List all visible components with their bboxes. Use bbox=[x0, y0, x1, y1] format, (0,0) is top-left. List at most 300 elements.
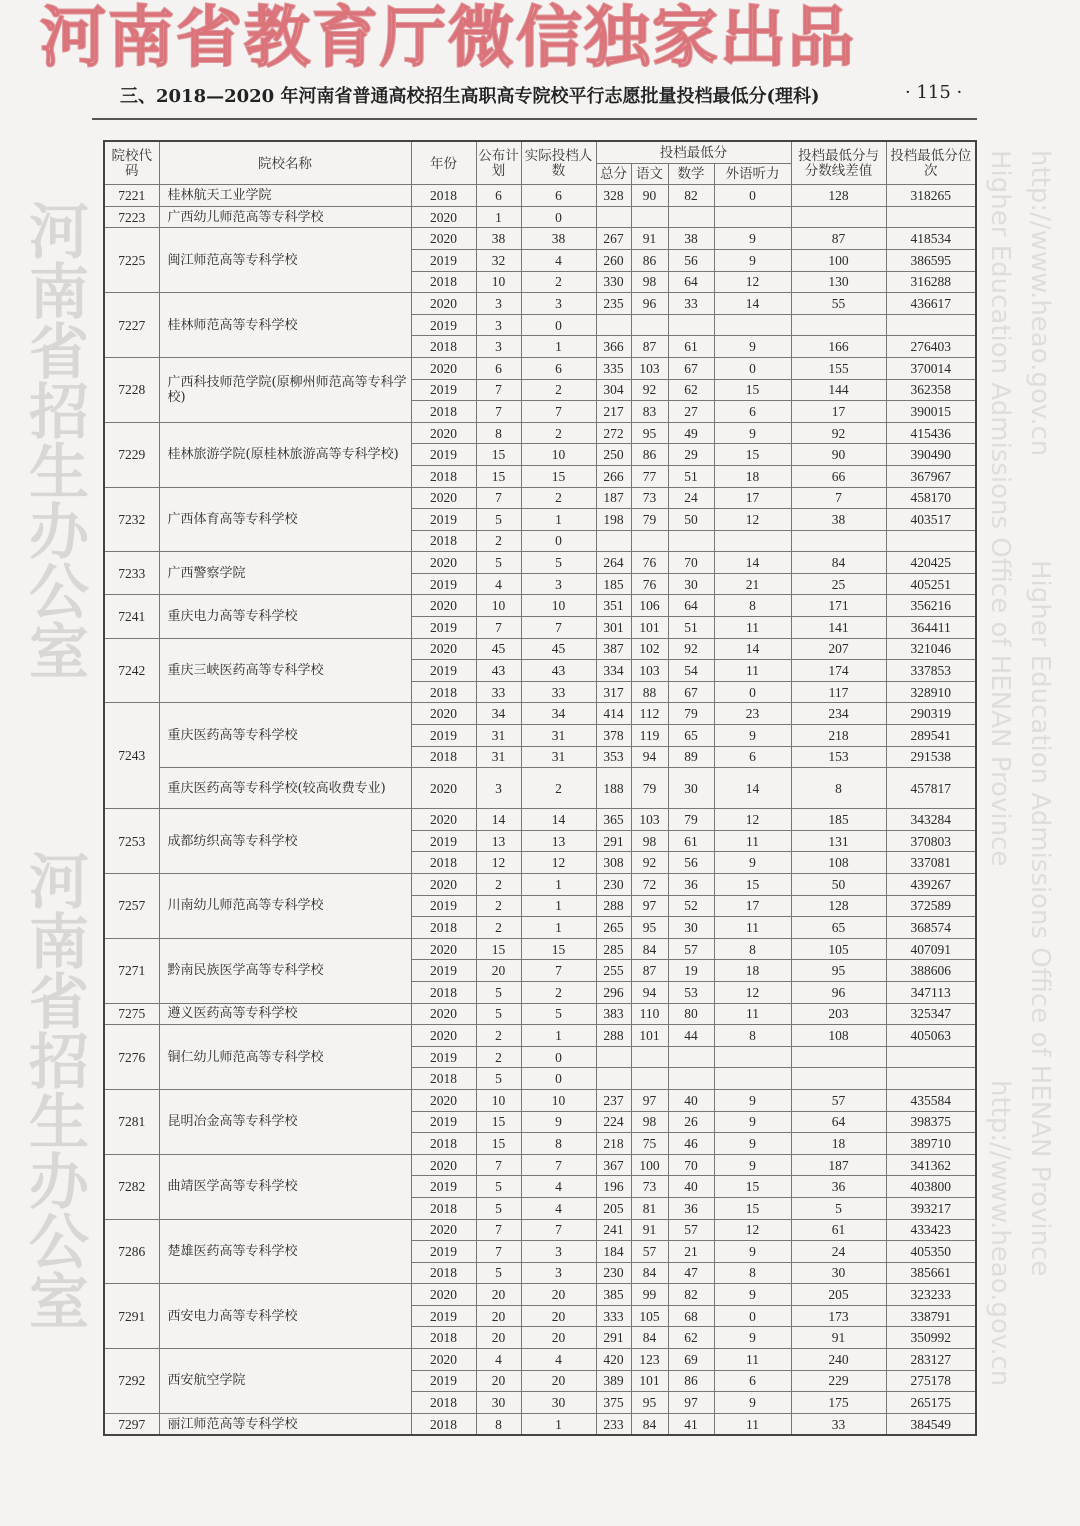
cell-chinese: 98 bbox=[631, 830, 668, 852]
cell-listening: 8 bbox=[714, 1025, 791, 1047]
cell-chinese: 103 bbox=[631, 809, 668, 831]
school-code: 7257 bbox=[104, 874, 159, 939]
cell-rank: 362358 bbox=[886, 379, 976, 401]
cell-total: 233 bbox=[596, 1413, 631, 1435]
cell-chinese: 95 bbox=[631, 1392, 668, 1414]
cell-year: 2020 bbox=[411, 595, 476, 617]
cell-total: 184 bbox=[596, 1241, 631, 1263]
cell-rank: 316288 bbox=[886, 271, 976, 293]
cell-listening: 17 bbox=[714, 487, 791, 509]
cell-total: 196 bbox=[596, 1176, 631, 1198]
cell-year: 2019 bbox=[411, 830, 476, 852]
cell-plan: 15 bbox=[476, 938, 521, 960]
cell-year: 2020 bbox=[411, 703, 476, 725]
cell-rank: 356216 bbox=[886, 595, 976, 617]
cell-listening: 9 bbox=[714, 1111, 791, 1133]
cell-actual: 31 bbox=[521, 746, 596, 768]
cell-diff: 65 bbox=[791, 917, 886, 939]
cell-listening: 14 bbox=[714, 768, 791, 809]
cell-total: 237 bbox=[596, 1089, 631, 1111]
cell-year: 2019 bbox=[411, 1370, 476, 1392]
cell-year: 2020 bbox=[411, 1003, 476, 1025]
cell-diff: 173 bbox=[791, 1305, 886, 1327]
cell-diff: 130 bbox=[791, 271, 886, 293]
cell-actual: 20 bbox=[521, 1370, 596, 1392]
cell-listening: 9 bbox=[714, 336, 791, 358]
cell-chinese: 77 bbox=[631, 465, 668, 487]
cell-actual: 14 bbox=[521, 809, 596, 831]
cell-diff: 175 bbox=[791, 1392, 886, 1414]
cell-listening: 9 bbox=[714, 1284, 791, 1306]
cell-year: 2020 bbox=[411, 206, 476, 228]
cell-chinese: 94 bbox=[631, 746, 668, 768]
cell-rank: 390015 bbox=[886, 401, 976, 423]
cell-total: 328 bbox=[596, 185, 631, 207]
cell-total: 291 bbox=[596, 830, 631, 852]
cell-rank: 347113 bbox=[886, 981, 976, 1003]
cell-diff: 185 bbox=[791, 809, 886, 831]
cell-actual: 31 bbox=[521, 725, 596, 747]
cell-listening: 9 bbox=[714, 1327, 791, 1349]
cell-total bbox=[596, 1046, 631, 1068]
school-code: 7242 bbox=[104, 638, 159, 703]
cell-total: 272 bbox=[596, 422, 631, 444]
cell-diff: 187 bbox=[791, 1154, 886, 1176]
cell-listening: 9 bbox=[714, 1241, 791, 1263]
cell-plan: 13 bbox=[476, 830, 521, 852]
cell-rank: 436617 bbox=[886, 293, 976, 315]
table-body bbox=[104, 185, 976, 1436]
cell-plan: 5 bbox=[476, 981, 521, 1003]
cell-total: 267 bbox=[596, 228, 631, 250]
cell-math: 67 bbox=[668, 357, 714, 379]
cell-year: 2020 bbox=[411, 1284, 476, 1306]
cell-actual: 6 bbox=[521, 357, 596, 379]
cell-chinese: 57 bbox=[631, 1241, 668, 1263]
cell-math: 57 bbox=[668, 1219, 714, 1241]
cell-plan: 38 bbox=[476, 228, 521, 250]
cell-plan: 2 bbox=[476, 530, 521, 552]
cell-year: 2018 bbox=[411, 401, 476, 423]
col-total: 总分 bbox=[596, 163, 631, 185]
cell-year: 2018 bbox=[411, 1262, 476, 1284]
table-row bbox=[104, 595, 976, 617]
school-code: 7227 bbox=[104, 293, 159, 358]
cell-total: 185 bbox=[596, 573, 631, 595]
cell-math: 92 bbox=[668, 638, 714, 660]
cell-actual: 1 bbox=[521, 336, 596, 358]
cell-year: 2018 bbox=[411, 917, 476, 939]
cell-math: 21 bbox=[668, 1241, 714, 1263]
cell-actual: 20 bbox=[521, 1327, 596, 1349]
cell-diff: 55 bbox=[791, 293, 886, 315]
cell-math: 44 bbox=[668, 1025, 714, 1047]
school-code: 7282 bbox=[104, 1154, 159, 1219]
cell-listening bbox=[714, 206, 791, 228]
cell-actual: 30 bbox=[521, 1392, 596, 1414]
cell-math bbox=[668, 1068, 714, 1090]
cell-chinese: 112 bbox=[631, 703, 668, 725]
cell-listening: 0 bbox=[714, 357, 791, 379]
cell-listening: 11 bbox=[714, 830, 791, 852]
cell-diff: 92 bbox=[791, 422, 886, 444]
cell-total: 308 bbox=[596, 852, 631, 874]
col-math: 数学 bbox=[668, 163, 714, 185]
cell-math: 51 bbox=[668, 465, 714, 487]
cell-rank bbox=[886, 1046, 976, 1068]
cell-year: 2019 bbox=[411, 1111, 476, 1133]
cell-rank: 439267 bbox=[886, 874, 976, 896]
table-row bbox=[104, 938, 976, 960]
cell-math: 49 bbox=[668, 422, 714, 444]
cell-plan: 15 bbox=[476, 444, 521, 466]
cell-total: 335 bbox=[596, 357, 631, 379]
cell-chinese: 73 bbox=[631, 487, 668, 509]
school-name: 成都纺织高等专科学校 bbox=[159, 809, 411, 874]
cell-plan: 34 bbox=[476, 703, 521, 725]
table-row bbox=[104, 228, 976, 250]
cell-diff: 36 bbox=[791, 1176, 886, 1198]
cell-diff: 166 bbox=[791, 336, 886, 358]
cell-listening: 12 bbox=[714, 981, 791, 1003]
watermark-english: Higher Education Admissions Office of HENAN Province bbox=[985, 150, 1015, 867]
cell-chinese: 91 bbox=[631, 228, 668, 250]
cell-plan: 10 bbox=[476, 1089, 521, 1111]
cell-listening: 11 bbox=[714, 1003, 791, 1025]
cell-listening: 11 bbox=[714, 917, 791, 939]
cell-diff: 128 bbox=[791, 895, 886, 917]
cell-math: 61 bbox=[668, 336, 714, 358]
school-name: 遵义医药高等专科学校 bbox=[159, 1003, 411, 1025]
cell-rank: 403800 bbox=[886, 1176, 976, 1198]
cell-total: 385 bbox=[596, 1284, 631, 1306]
school-code: 7253 bbox=[104, 809, 159, 874]
cell-listening: 8 bbox=[714, 1262, 791, 1284]
cell-diff: 90 bbox=[791, 444, 886, 466]
cell-chinese: 73 bbox=[631, 1176, 668, 1198]
cell-rank: 403517 bbox=[886, 509, 976, 531]
cell-chinese: 92 bbox=[631, 379, 668, 401]
cell-diff: 7 bbox=[791, 487, 886, 509]
cell-total: 288 bbox=[596, 895, 631, 917]
cell-plan: 2 bbox=[476, 895, 521, 917]
cell-math: 47 bbox=[668, 1262, 714, 1284]
cell-chinese: 87 bbox=[631, 960, 668, 982]
school-name: 广西警察学院 bbox=[159, 552, 411, 595]
cell-actual: 9 bbox=[521, 1111, 596, 1133]
cell-total: 367 bbox=[596, 1154, 631, 1176]
table-row bbox=[104, 1284, 976, 1306]
cell-rank: 337853 bbox=[886, 660, 976, 682]
cell-chinese: 95 bbox=[631, 917, 668, 939]
cell-total: 265 bbox=[596, 917, 631, 939]
school-name: 重庆三峡医药高等专科学校 bbox=[159, 638, 411, 703]
cell-chinese: 83 bbox=[631, 401, 668, 423]
cell-rank: 364411 bbox=[886, 617, 976, 639]
cell-listening: 15 bbox=[714, 1197, 791, 1219]
cell-rank: 290319 bbox=[886, 703, 976, 725]
cell-plan: 8 bbox=[476, 1413, 521, 1435]
cell-plan: 6 bbox=[476, 357, 521, 379]
table-row bbox=[104, 1219, 976, 1241]
cell-chinese: 119 bbox=[631, 725, 668, 747]
cell-year: 2019 bbox=[411, 314, 476, 336]
watermark-url-2: http://www.heao.gov.cn bbox=[985, 1080, 1015, 1387]
cell-plan: 5 bbox=[476, 1197, 521, 1219]
cell-total: 334 bbox=[596, 660, 631, 682]
cell-rank: 276403 bbox=[886, 336, 976, 358]
cell-listening: 18 bbox=[714, 465, 791, 487]
cell-listening: 8 bbox=[714, 595, 791, 617]
cell-math bbox=[668, 530, 714, 552]
cell-diff: 8 bbox=[791, 768, 886, 809]
cell-math: 64 bbox=[668, 595, 714, 617]
cell-listening: 0 bbox=[714, 681, 791, 703]
cell-chinese: 95 bbox=[631, 422, 668, 444]
cell-math: 64 bbox=[668, 271, 714, 293]
cell-actual: 13 bbox=[521, 830, 596, 852]
cell-math: 82 bbox=[668, 1284, 714, 1306]
cell-rank: 370014 bbox=[886, 357, 976, 379]
cell-diff: 240 bbox=[791, 1349, 886, 1371]
cell-year: 2020 bbox=[411, 1349, 476, 1371]
cell-year: 2019 bbox=[411, 725, 476, 747]
header-rule bbox=[92, 118, 977, 120]
cell-math: 79 bbox=[668, 809, 714, 831]
cell-listening: 9 bbox=[714, 725, 791, 747]
table-row bbox=[104, 552, 976, 574]
cell-listening: 9 bbox=[714, 249, 791, 271]
cell-year: 2020 bbox=[411, 809, 476, 831]
cell-math: 33 bbox=[668, 293, 714, 315]
cell-plan: 31 bbox=[476, 746, 521, 768]
cell-chinese: 84 bbox=[631, 1262, 668, 1284]
cell-year: 2020 bbox=[411, 1219, 476, 1241]
table-row bbox=[104, 293, 976, 315]
cell-total: 264 bbox=[596, 552, 631, 574]
table-row bbox=[104, 206, 976, 228]
school-code: 7225 bbox=[104, 228, 159, 293]
school-name: 桂林师范高等专科学校 bbox=[159, 293, 411, 358]
cell-rank: 433423 bbox=[886, 1219, 976, 1241]
school-name: 闽江师范高等专科学校 bbox=[159, 228, 411, 293]
cell-diff: 218 bbox=[791, 725, 886, 747]
cell-total: 296 bbox=[596, 981, 631, 1003]
school-code: 7228 bbox=[104, 357, 159, 422]
cell-listening: 12 bbox=[714, 809, 791, 831]
cell-actual: 1 bbox=[521, 874, 596, 896]
cell-listening: 18 bbox=[714, 960, 791, 982]
cell-diff: 50 bbox=[791, 874, 886, 896]
cell-total: 353 bbox=[596, 746, 631, 768]
school-code: 7297 bbox=[104, 1413, 159, 1435]
school-code: 7281 bbox=[104, 1089, 159, 1154]
cell-math: 56 bbox=[668, 249, 714, 271]
cell-rank bbox=[886, 530, 976, 552]
cell-actual: 4 bbox=[521, 249, 596, 271]
cell-math: 62 bbox=[668, 379, 714, 401]
cell-plan: 20 bbox=[476, 1327, 521, 1349]
cell-actual: 7 bbox=[521, 1154, 596, 1176]
cell-diff bbox=[791, 1046, 886, 1068]
cell-plan: 30 bbox=[476, 1392, 521, 1414]
cell-total: 383 bbox=[596, 1003, 631, 1025]
table-row bbox=[104, 1349, 976, 1371]
cell-plan: 10 bbox=[476, 271, 521, 293]
cell-math bbox=[668, 206, 714, 228]
school-name: 桂林旅游学院(原桂林旅游高等专科学校) bbox=[159, 422, 411, 487]
cell-diff: 153 bbox=[791, 746, 886, 768]
cell-math: 36 bbox=[668, 874, 714, 896]
cell-total: 301 bbox=[596, 617, 631, 639]
cell-plan: 15 bbox=[476, 1133, 521, 1155]
cell-math: 54 bbox=[668, 660, 714, 682]
cell-chinese bbox=[631, 530, 668, 552]
school-name: 重庆电力高等专科学校 bbox=[159, 595, 411, 638]
cell-diff: 105 bbox=[791, 938, 886, 960]
cell-rank: 407091 bbox=[886, 938, 976, 960]
cell-chinese: 84 bbox=[631, 1327, 668, 1349]
cell-total: 414 bbox=[596, 703, 631, 725]
cell-total: 366 bbox=[596, 336, 631, 358]
cell-math: 68 bbox=[668, 1305, 714, 1327]
cell-actual: 2 bbox=[521, 981, 596, 1003]
cell-total bbox=[596, 206, 631, 228]
cell-diff: 108 bbox=[791, 1025, 886, 1047]
admission-score-table bbox=[103, 140, 977, 1436]
cell-total: 333 bbox=[596, 1305, 631, 1327]
cell-rank bbox=[886, 1068, 976, 1090]
cell-rank: 275178 bbox=[886, 1370, 976, 1392]
cell-year: 2019 bbox=[411, 573, 476, 595]
cell-rank: 370803 bbox=[886, 830, 976, 852]
cell-total: 288 bbox=[596, 1025, 631, 1047]
cell-rank: 343284 bbox=[886, 809, 976, 831]
cell-year: 2019 bbox=[411, 1241, 476, 1263]
cell-rank: 321046 bbox=[886, 638, 976, 660]
school-name: 楚雄医药高等专科学校 bbox=[159, 1219, 411, 1284]
cell-rank: 341362 bbox=[886, 1154, 976, 1176]
school-code: 7233 bbox=[104, 552, 159, 595]
cell-plan: 3 bbox=[476, 293, 521, 315]
cell-chinese: 75 bbox=[631, 1133, 668, 1155]
cell-plan: 7 bbox=[476, 1154, 521, 1176]
cell-math: 50 bbox=[668, 509, 714, 531]
cell-actual: 10 bbox=[521, 1089, 596, 1111]
cell-year: 2018 bbox=[411, 1413, 476, 1435]
school-code: 7243 bbox=[104, 703, 159, 809]
col-diff: 投档最低分与分数线差值 bbox=[791, 141, 886, 185]
cell-chinese bbox=[631, 206, 668, 228]
cell-actual: 0 bbox=[521, 1046, 596, 1068]
cell-rank: 415436 bbox=[886, 422, 976, 444]
cell-math: 80 bbox=[668, 1003, 714, 1025]
cell-chinese: 79 bbox=[631, 768, 668, 809]
cell-chinese: 76 bbox=[631, 552, 668, 574]
cell-listening: 9 bbox=[714, 1392, 791, 1414]
cell-plan: 12 bbox=[476, 852, 521, 874]
cell-diff: 24 bbox=[791, 1241, 886, 1263]
cell-listening: 14 bbox=[714, 552, 791, 574]
cell-listening: 9 bbox=[714, 852, 791, 874]
table-row bbox=[104, 1025, 976, 1047]
school-name: 广西科技师范学院(原柳州师范高等专科学校) bbox=[159, 357, 411, 422]
cell-year: 2018 bbox=[411, 530, 476, 552]
cell-diff: 64 bbox=[791, 1111, 886, 1133]
cell-total: 304 bbox=[596, 379, 631, 401]
cell-rank: 384549 bbox=[886, 1413, 976, 1435]
cell-year: 2020 bbox=[411, 293, 476, 315]
cell-listening bbox=[714, 1068, 791, 1090]
cell-rank: 388606 bbox=[886, 960, 976, 982]
cell-diff: 61 bbox=[791, 1219, 886, 1241]
cell-chinese: 86 bbox=[631, 249, 668, 271]
school-name: 昆明冶金高等专科学校 bbox=[159, 1089, 411, 1154]
cell-plan: 7 bbox=[476, 617, 521, 639]
cell-actual: 2 bbox=[521, 379, 596, 401]
school-code: 7275 bbox=[104, 1003, 159, 1025]
cell-diff: 205 bbox=[791, 1284, 886, 1306]
cell-plan: 4 bbox=[476, 1349, 521, 1371]
cell-diff bbox=[791, 314, 886, 336]
cell-math: 36 bbox=[668, 1197, 714, 1219]
cell-math: 52 bbox=[668, 895, 714, 917]
cell-rank: 458170 bbox=[886, 487, 976, 509]
cell-total: 365 bbox=[596, 809, 631, 831]
cell-actual: 2 bbox=[521, 271, 596, 293]
cell-chinese: 103 bbox=[631, 660, 668, 682]
cell-actual: 38 bbox=[521, 228, 596, 250]
col-min-score-group: 投档最低分 bbox=[596, 141, 791, 163]
cell-rank: 372589 bbox=[886, 895, 976, 917]
cell-year: 2018 bbox=[411, 852, 476, 874]
cell-math: 51 bbox=[668, 617, 714, 639]
cell-diff: 66 bbox=[791, 465, 886, 487]
cell-actual: 0 bbox=[521, 314, 596, 336]
cell-actual: 7 bbox=[521, 617, 596, 639]
cell-plan: 6 bbox=[476, 185, 521, 207]
cell-plan: 5 bbox=[476, 1068, 521, 1090]
cell-rank: 390490 bbox=[886, 444, 976, 466]
cell-math: 82 bbox=[668, 185, 714, 207]
cell-diff: 203 bbox=[791, 1003, 886, 1025]
cell-math: 97 bbox=[668, 1392, 714, 1414]
cell-year: 2020 bbox=[411, 638, 476, 660]
cell-listening: 8 bbox=[714, 938, 791, 960]
cell-plan: 43 bbox=[476, 660, 521, 682]
cell-rank bbox=[886, 314, 976, 336]
school-name: 西安航空学院 bbox=[159, 1349, 411, 1414]
cell-chinese: 102 bbox=[631, 638, 668, 660]
cell-year: 2019 bbox=[411, 660, 476, 682]
cell-actual: 10 bbox=[521, 444, 596, 466]
table-row bbox=[104, 487, 976, 509]
cell-diff: 117 bbox=[791, 681, 886, 703]
cell-chinese: 84 bbox=[631, 1413, 668, 1435]
cell-math: 79 bbox=[668, 703, 714, 725]
cell-math: 27 bbox=[668, 401, 714, 423]
col-year: 年份 bbox=[411, 141, 476, 185]
cell-rank: 393217 bbox=[886, 1197, 976, 1219]
cell-chinese bbox=[631, 1046, 668, 1068]
cell-total: 205 bbox=[596, 1197, 631, 1219]
cell-plan: 31 bbox=[476, 725, 521, 747]
cell-plan: 2 bbox=[476, 874, 521, 896]
cell-rank: 418534 bbox=[886, 228, 976, 250]
cell-math: 86 bbox=[668, 1370, 714, 1392]
cell-chinese: 100 bbox=[631, 1154, 668, 1176]
cell-plan: 10 bbox=[476, 595, 521, 617]
